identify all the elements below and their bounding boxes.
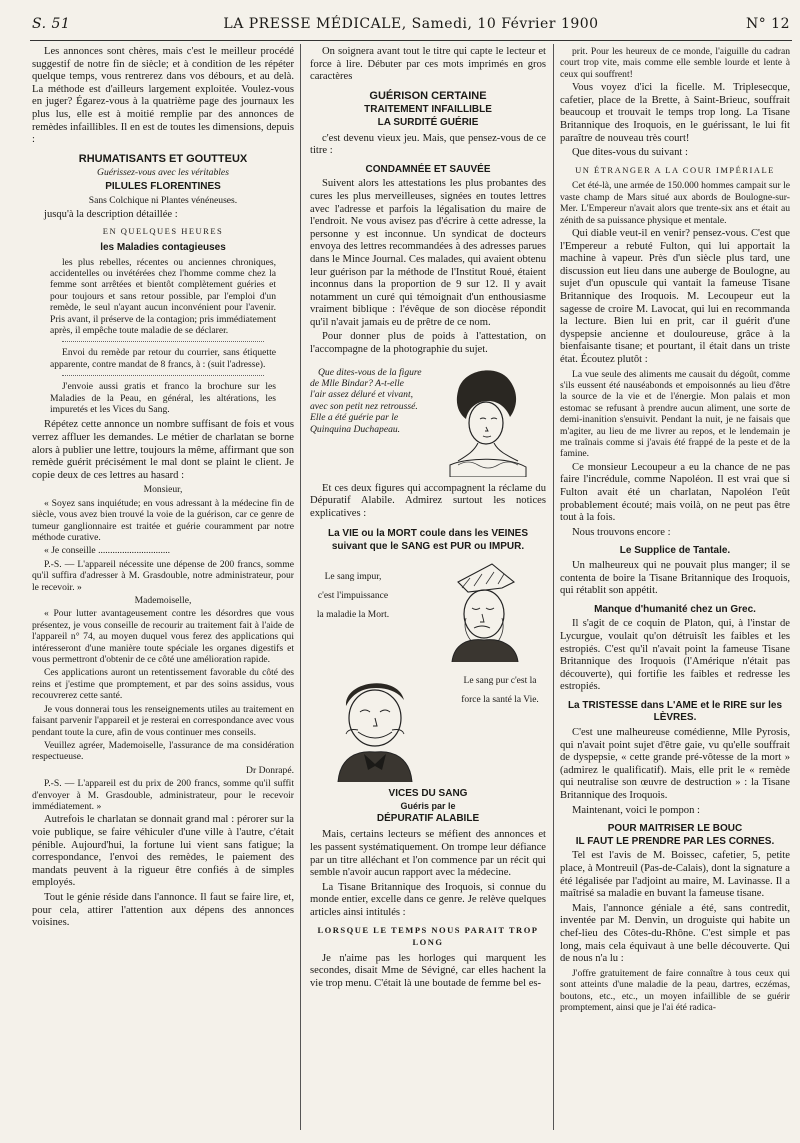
letter-signature: Dr Donrapé. — [246, 764, 294, 776]
paragraph: Mais, certains lecteurs se méfient des annonces et les passent systématiquement. On trompe leur défiance par un titre alléchant et l'on commence par un récit qui semble n'avoir aucun rapport avec la médecine. — [310, 829, 546, 879]
paragraph: Que dites-vous du suivant : — [572, 147, 688, 159]
figure-impure-blood — [310, 558, 546, 662]
article-heading: UN ÉTRANGER A LA COUR IMPÉRIALE — [575, 164, 775, 175]
figure-pure-blood — [310, 666, 546, 784]
ad-subtitle: Guéris par le — [400, 801, 456, 812]
letter-body: « Je conseille .............................. — [44, 545, 171, 557]
ad-title: La VIE ou la MORT coule dans les VEINES suivant que le SANG est PUR ou IMPUR. — [327, 528, 529, 553]
sick-man-illustration — [422, 558, 540, 662]
paragraph: Les annonces sont chères, mais c'est le meilleur procédé suggestif de notre fin de siècle; et à condition de les répéter quelque temps, vous rentrerez dans vos débours, et au delà. La méthode est d'ailleurs largement exploitée. Voulez-vous en juger? Égarez-vous à la quatrième page des journaux les plus lus, elle est à moitié remplie par des annonces de remèdes infaillibles. Il en est de toutes les dimensions, depuis : — [32, 46, 294, 146]
healthy-man-illustration — [318, 666, 434, 782]
header-rule — [30, 40, 792, 41]
issue-number: N° 12 — [745, 16, 790, 32]
paragraph: Vous voyez d'ici la ficelle. M. Triplesecque, cafetier, place de la Brette, à Saint-Brieuc, souffrait beaucoup et trouvait le temps trop long. La Tisane Britannique des Iroquois, en le guérissant, le lui fit paraître de nouveau très court! — [560, 82, 790, 144]
column-1 — [32, 46, 294, 1132]
paragraph: Suivent alors les attestations les plus probantes des cures les plus merveilleuses, signées en toutes lettres avec l'adresse et parfois la légalisation du maire de l'endroit. Ne vous avisez pas d'écrire à cette adresse, la personne y est inconnue. Un syndicat de docteurs envoya des lettres recommandées à des adresses parues dans le Mince Journal. Ces malades, qui avaient obtenu leur guérison par la méthode de l'Institut Roué, étaient inconnus dans la proportion de 9 sur 12. Il y avait notamment un curé qui témoignait d'un enthousiasme vraiment biblique : l'évêque de son diocèse répondit qu'il n'avait jamais eu de prêtre de ce nom. — [310, 178, 546, 328]
page-number: S. 51 — [32, 16, 71, 32]
paragraph: jusqu'à la description détaillée : — [44, 208, 178, 220]
figure-caption: Le sang impur, c'est l'impuissance la maladie la Mort. — [316, 571, 390, 620]
ad-body: les plus rebelles, récentes ou anciennes chroniques, accidentelles ou invétérées chez l'homme comme chez la femme sont arrêtées et bientôt complètement guéries et pour toujours et sans retour possible, par l'emploi d'un remède, le seul n'ayant aucun inconvénient pour l'avenir. Pris avant, il préserve de la contagion; pris immédiatement après, il empêche toute maladie de se déclarer. — [50, 256, 276, 336]
paragraph: Et ces deux figures qui accompagnent la réclame du Dépuratif Alabile. Admirez surtout les notices explicatives : — [310, 482, 546, 519]
column-divider — [300, 44, 301, 1130]
quote: La vue seule des aliments me causait du dégoût, comme s'ils eussent été nauséabonds et empoisonnés au lieu d'être la source de la vie et de l'énergie. Mon palais et mon estomac se refusant à prendre aucun aliment, une sorte de demi-inanition s'ensuivit. Pendant la nuit, je ne faisais que m'agiter, au lieu de me livrer au repos, et le lendemain je me traînais comme si j'avais été frappé de la peste et de la famine. — [560, 368, 790, 460]
ad-title: DÉPURATIF ALABILE — [376, 812, 480, 824]
letter-body: Ces applications auront un retentissement favorable du côté des reins et j'estime que promptement, et par des soins assidus, vous recouvrerez cette santé. — [32, 667, 294, 702]
paragraph: Autrefois le charlatan se donnait grand mal : pérorer sur la voie publique, se faire véhiculer d'une ville à l'autre, c'était pénible. Aujourd'hui, la fortune lui vient sans fatigue; la correspondance, l'envoi des remèdes, le paiement des mandats peuvent à la rigueur être confiés à de simples employés. — [32, 814, 294, 889]
paragraph: Je n'aime pas les horloges qui marquent les secondes, disait Mme de Sévigné, car elles hachent la vie trop menu. C'était là une boutade de femme bel es- — [310, 952, 546, 989]
paragraph: On soignera avant tout le titre qui capte le lecteur et force à lire. Débuter par ces mots imprimés en gros caractères — [310, 46, 546, 83]
letter-salutation: Mademoiselle, — [134, 595, 192, 607]
paragraph: Ce monsieur Lecoupeur a eu la chance de ne pas faire l'incrédule, comme Napoléon. Il est vrai que si Fulton avait été un charlatan, Napoléon l'eût probablement écouté; mais voilà, on ne peut pas être tout à la fois. — [560, 461, 790, 524]
paragraph: c'est devenu vieux jeu. Mais, que pensez-vous de ce titre : — [310, 132, 546, 157]
paragraph: Répétez cette annonce un nombre suffisant de fois et vous verrez affluer les demandes. Le métier de charlatan se borne alors à publier une lettre, toujours la même, affirmant que son remède guérit précisément le mal dont se plaint le client. Je copie deux de ces lettres au hasard : — [32, 419, 294, 481]
paragraph: Nous trouvons encore : — [572, 526, 671, 538]
letter-postscript: P.-S. — L'appareil est du prix de 200 francs, somme qu'il suffit d'envoyer à M. Grasdouble, administrateur, pour le recevoir immédiatement. » — [32, 778, 294, 812]
lady-portrait-illustration — [428, 361, 538, 477]
ad-subtitle: Guérissez-vous avec les véritables — [97, 167, 229, 179]
ad-title: RHUMATISANTS ET GOUTTEUX — [78, 152, 248, 165]
paragraph: prit. Pour les heureux de ce monde, l'aiguille du cadran court trop vite, mais comme elle semble lourde et lente à ceux qui souffrent! — [560, 46, 790, 80]
ad-line: Sans Colchique ni Plantes vénéneuses. — [88, 195, 238, 207]
figure-caption: Que dites-vous de la figure de Mlle Bindar? A-t-elle l'air assez déluré et vivant, avec son petit nez retroussé. Elle a été guérie par le Quinquina Duchapeau. — [310, 366, 422, 435]
article-heading: LORSQUE LE TEMPS NOUS PARAIT TROP LONG — [317, 924, 539, 948]
column-3 — [560, 46, 790, 1132]
paragraph: C'est une malheureuse comédienne, Mlle Pyrosis, qui n'avait point sujet d'être gaie, vu qu'elle souffrait de dyspepsie, « cette grande pré-vôtesse de la mort » (admirez le qualificatif). Mais, elle prit le « remède qui neutralise son œuvre de destruction » : la Tisane Britannique des Iroquois. — [560, 727, 790, 802]
paragraph: La Tisane Britannique des Iroquois, si connue du monde entier, excelle dans ce genre. Je relève quelques articles ainsi intitulés : — [310, 881, 546, 918]
paragraph: Maintenant, voici le pompon : — [572, 804, 700, 816]
masthead-title: LA PRESSE MÉDICALE, Samedi, 10 Février 1900 — [223, 16, 599, 32]
ad-small-heading: EN QUELQUES HEURES — [102, 226, 224, 237]
page-header — [32, 16, 790, 36]
paragraph: Tel est l'avis de M. Boissec, cafetier, 5, petite place, à Montreuil (Pas-de-Calais), dont la signature a été légalisée par l'adjoint au maire, M. Lavinasse. Il a maîtrisé sa maladie en buvant la fameuse tisane. — [560, 850, 790, 900]
column-divider — [553, 44, 554, 1130]
letter-salutation: Monsieur, — [143, 484, 183, 496]
divider — [62, 375, 264, 376]
ad-title: les Maladies contagieuses — [100, 241, 226, 253]
paragraph: Qui diable veut-il en venir? pensez-vous. C'est que l'Empereur a rebuté Fulton, qui lui apportait la machine à vapeur. Près d'un siècle plus tard, une discussion eut lieu dans une auberge de Boulogne, au sujet d'un opuscule qui vantait la fameuse Tisane Britannique des Iroquois. M. Lecoupeur eut la sagesse de croire M. Lavocat, qui lui en recommanda la lecture. Bien lui en prit, car il guérit d'une dyspepsie ancienne et douloureuse, grâce à la bienfaisante tisane; et pourtant, il était dans un triste état. Écoutez plutôt : — [560, 228, 790, 365]
ad-title: LA SURDITÉ GUÉRIE — [377, 116, 479, 128]
letter-body: Je vous donnerai tous les renseignements utiles au traitement en faisant parvenir l'appareil et je resterai en correspondance avec vous pendant toute la cure, afin de vous continuer mes conseils. — [32, 703, 294, 738]
ad-body: Envoi du remède par retour du courrier, sans étiquette apparente, contre mandat de 8 francs, à : (suit l'adresse). — [50, 347, 276, 370]
paragraph: Un malheureux qui ne pouvait plus manger; il se contenta de boire la Tisane Britannique des Iroquois, qui rétablit son appétit. — [560, 559, 790, 597]
ad-product-name: PILULES FLORENTINES — [105, 180, 221, 192]
ad-title: GUÉRISON CERTAINE — [369, 89, 487, 102]
ad-body: J'envoie aussi gratis et franco la brochure sur les Maladies de la Peau, en général, les altérations, les impuretés et les Vices du Sang. — [50, 381, 276, 415]
column-2 — [310, 46, 546, 1132]
ad-title: TRAITEMENT INFAILLIBLE — [364, 104, 492, 116]
quote: J'offre gratuitement de faire connaître à tous ceux qui sont atteints d'une maladie de la peau, dartres, eczémas, boutons, etc., etc., un moyen infaillible de se guérir promptement, ainsi que je l'ai été radica- — [560, 967, 790, 1013]
paragraph: Mais, l'annonce géniale a été, sans contredit, inventée par M. Denvin, un droguiste qui habite un chef-lieu des Côtes-du-Rhône. C'est simple et pas long, mais cela équivaut à une belle découverte. Qui de nous n'a lu : — [560, 902, 790, 965]
figure-lady — [310, 361, 546, 479]
paragraph: Pour donner plus de poids à l'attestation, on l'accompagne de la photographie du sujet. — [310, 331, 546, 356]
article-heading: La TRISTESSE dans L'AME et le RIRE sur les LÈVRES. — [567, 699, 783, 724]
letter-body: « Soyez sans inquiétude; en vous adressant à la médecine fin de siècle, vous avez bien trouvé la voie de la guérison, car ce genre de tumeur ganglionnaire est traitée et guérie couramment par notre méthode curative. — [32, 497, 294, 543]
figure-caption: Le sang pur c'est la force la santé la Vie. — [461, 675, 539, 705]
letter-postscript: P.-S. — L'appareil nécessite une dépense de 200 francs, somme qu'il suffira d'adresser à M. Grasdouble, notre administrateur, pour le recevoir. » — [32, 558, 294, 593]
paragraph: Tout le génie réside dans l'annonce. Il faut se faire lire, et, pour cela, attirer l'attention aux dépens des annonces voisines. — [32, 891, 294, 929]
quote: Cet été-là, une armée de 150.000 hommes campait sur le vaste champ de Mars situé aux abords de Boulogne-sur-Mer. L'Empereur n'avait alors que trente-six ans et était au zénith de sa puissance physique et mentale. — [560, 180, 790, 226]
article-heading: Manque d'humanité chez un Grec. — [594, 603, 756, 615]
paragraph: Il s'agit de ce coquin de Platon, qui, à l'instar de Lycurgue, voulait qu'on détruisît les faibles et les estropiés. C'est qu'il n'avait point la fameuse Tisane Britannique des Iroquois (l'Amérique n'était pas découverte), qui fortifie les faibles et redresse les estropiés. — [560, 618, 790, 693]
letter-body: « Pour lutter avantageusement contre les désordres que vous présentez, je vous conseille de recourir au traitement fait à l'aide de l'appareil n° 74, au moyen duquel vous ferez des applications qui intéresseront d'une manière toute spéciale les organes digestifs et vous permettront d'obtenir de ce côté une amélioration rapide. — [32, 608, 294, 666]
letter-body: Veuillez agréer, Mademoiselle, l'assurance de ma considération respectueuse. — [32, 739, 294, 763]
ad-title: VICES DU SANG — [388, 787, 468, 799]
ad-title: CONDAMNÉE ET SAUVÉE — [365, 163, 491, 175]
divider — [62, 341, 264, 342]
article-heading: POUR MAITRISER LE BOUC — [607, 823, 743, 835]
article-heading: IL FAUT LE PRENDRE PAR LES CORNES. — [575, 835, 775, 847]
article-heading: Le Supplice de Tantale. — [619, 545, 731, 557]
